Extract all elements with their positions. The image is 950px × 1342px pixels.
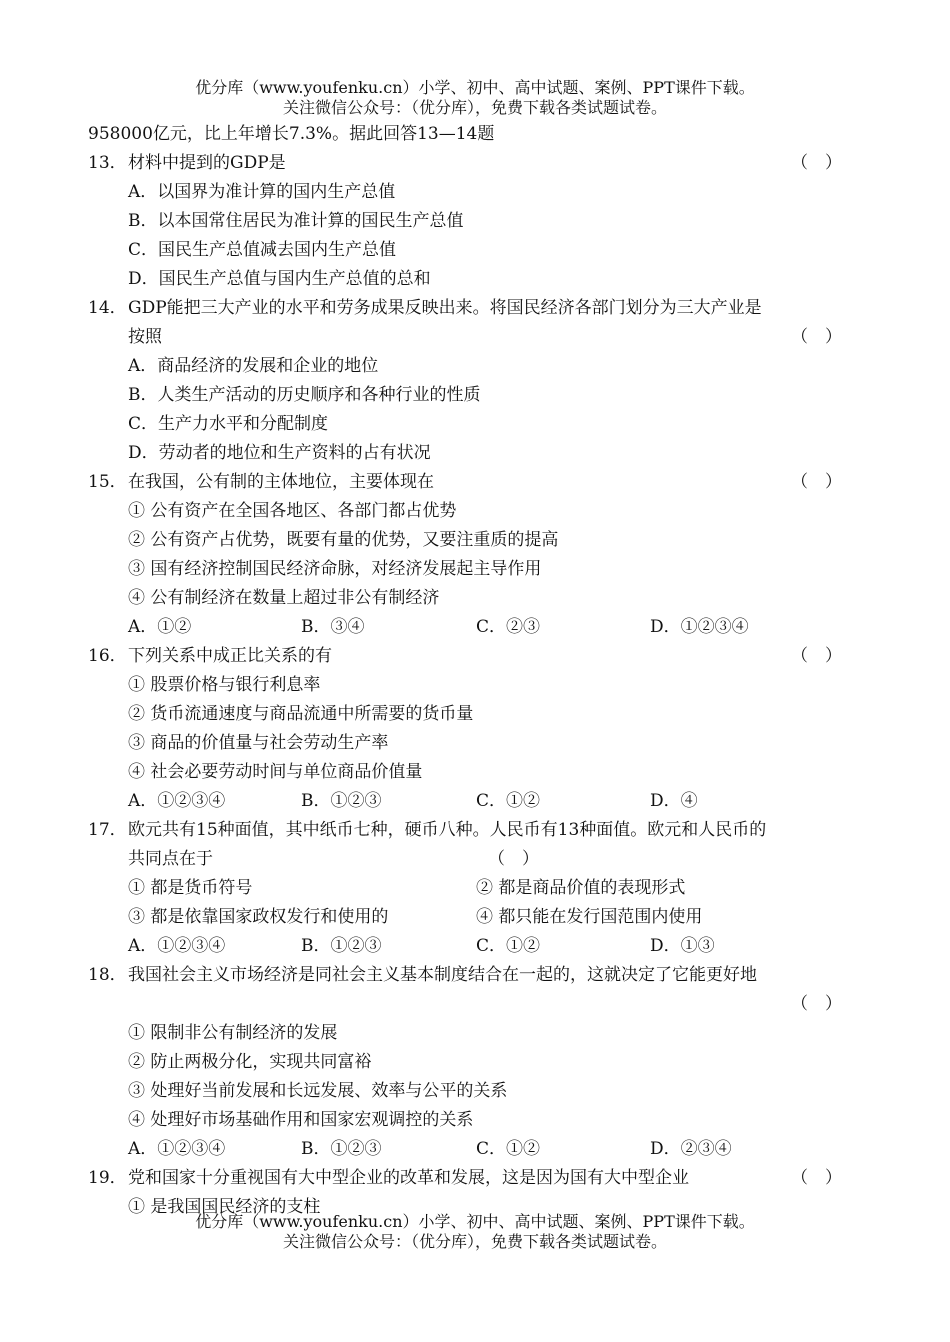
question-16-item-3: ③ 商品的价值量与社会劳动生产率: [128, 733, 389, 753]
question-15-item-3: ③ 国有经济控制国民经济命脉，对经济发展起主导作用: [128, 559, 542, 579]
question-14-text-cont: 按照: [128, 327, 162, 347]
question-15-item-1: ① 公有资产在全国各地区、各部门都占优势: [128, 501, 457, 521]
question-15-options: [88, 613, 868, 642]
question-16-item-1: ① 股票价格与银行利息率: [128, 675, 321, 695]
answer-blank: （ ）: [791, 472, 842, 492]
question-16-text: 下列关系中成正比关系的有: [128, 646, 332, 666]
question-18-item-1: ① 限制非公有制经济的发展: [128, 1023, 338, 1043]
question-18-option-c: C．①②: [476, 1139, 541, 1159]
question-14-text: GDP能把三大产业的水平和劳务成果反映出来。将国民经济各部门划分为三大产业是: [128, 298, 762, 318]
answer-blank: （ ）: [791, 153, 842, 173]
question-15-number: 15．: [88, 472, 127, 492]
question-13-option-c: C．国民生产总值减去国内生产总值: [128, 240, 397, 260]
question-16-option-a: A．①②③④: [128, 791, 226, 811]
answer-blank: （ ）: [791, 327, 842, 347]
question-18-blank-row: [88, 990, 868, 1019]
question-15-option-c: C．②③: [476, 617, 541, 637]
question-16-stem: [88, 642, 868, 671]
question-17-option-b: B．①②③: [301, 936, 382, 956]
question-17-stem-cont: [88, 845, 868, 874]
question-13-number: 13．: [88, 153, 127, 173]
question-15-item-2: ② 公有资产占优势，既要有量的优势，又要注重质的提高: [128, 530, 559, 550]
question-15-text: 在我国，公有制的主体地位，主要体现在: [128, 472, 434, 492]
answer-blank: （ ）: [791, 994, 842, 1014]
question-14-stem: [88, 294, 868, 323]
question-13-option-b: B．以本国常住居民为准计算的国民生产总值: [128, 211, 464, 231]
question-13-option-a: A．以国界为准计算的国内生产总值: [128, 182, 396, 202]
question-14-stem-cont: [88, 323, 868, 352]
question-17-items-row-2: [88, 903, 868, 932]
page-header: [0, 78, 950, 118]
question-19-number: 19．: [88, 1168, 127, 1188]
question-14-option-c: C．生产力水平和分配制度: [128, 414, 329, 434]
question-18-option-a: A．①②③④: [128, 1139, 226, 1159]
question-16-item-4: ④ 社会必要劳动时间与单位商品价值量: [128, 762, 423, 782]
question-18-stem: [88, 961, 868, 990]
question-17-text: 欧元共有15种面值，其中纸币七种，硬币八种。人民币有13种面值。欧元和人民币的: [128, 820, 767, 840]
footer-line-2: 关注微信公众号：（优分库），免费下载各类试题试卷。: [282, 1232, 667, 1251]
question-19-stem: [88, 1164, 868, 1193]
question-18-item-4: ④ 处理好市场基础作用和国家宏观调控的关系: [128, 1110, 474, 1130]
question-19-text: 党和国家十分重视国有大中型企业的改革和发展，这是因为国有大中型企业: [128, 1168, 689, 1188]
question-17-items-row-1: [88, 874, 868, 903]
question-16-options: [88, 787, 868, 816]
question-16-option-d: D．④: [650, 791, 698, 811]
question-15-stem: [88, 468, 868, 497]
question-16-item-2: ② 货币流通速度与商品流通中所需要的货币量: [128, 704, 474, 724]
question-17-text-cont: 共同点在于: [128, 849, 213, 869]
question-13-text: 材料中提到的GDP是: [128, 153, 286, 173]
question-17-item-3: ③ 都是依靠国家政权发行和使用的: [128, 907, 389, 927]
question-17-option-a: A．①②③④: [128, 936, 226, 956]
question-14-number: 14．: [88, 298, 127, 318]
question-13-stem: [88, 149, 868, 178]
question-17-option-d: D．①③: [650, 936, 715, 956]
question-17-item-2: ② 都是商品价值的表现形式: [476, 878, 686, 898]
question-15-option-d: D．①②③④: [650, 617, 749, 637]
question-13-option-d: D．国民生产总值与国内生产总值的总和: [128, 269, 431, 289]
question-16-option-b: B．①②③: [301, 791, 382, 811]
footer-line-1: 优分库（www.youfenku.cn）小学、初中、高中试题、案例、PPT课件下载。: [195, 1212, 755, 1231]
question-18-number: 18．: [88, 965, 127, 985]
question-19-item-1: ① 是我国国民经济的支柱: [128, 1197, 321, 1217]
question-18-options: [88, 1135, 868, 1164]
question-14-option-b: B．人类生产活动的历史顺序和各种行业的性质: [128, 385, 481, 405]
question-17-stem: [88, 816, 868, 845]
question-14-option-a: A．商品经济的发展和企业的地位: [128, 356, 379, 376]
question-18-item-2: ② 防止两极分化，实现共同富裕: [128, 1052, 372, 1072]
question-17-item-4: ④ 都只能在发行国范围内使用: [476, 907, 703, 927]
answer-blank: （ ）: [791, 646, 842, 666]
answer-blank: （ ）: [488, 849, 539, 869]
question-17-option-c: C．①②: [476, 936, 541, 956]
question-18-option-d: D．②③④: [650, 1139, 732, 1159]
question-14-option-d: D．劳动者的地位和生产资料的占有状况: [128, 443, 431, 463]
header-line-2: 关注微信公众号：（优分库），免费下载各类试题试卷。: [282, 98, 667, 117]
exam-content: [88, 120, 868, 1222]
question-16-option-c: C．①②: [476, 791, 541, 811]
answer-blank: （ ）: [791, 1168, 842, 1188]
question-18-option-b: B．①②③: [301, 1139, 382, 1159]
question-15-option-a: A．①②: [128, 617, 192, 637]
question-18-item-3: ③ 处理好当前发展和长远发展、效率与公平的关系: [128, 1081, 508, 1101]
question-16-number: 16．: [88, 646, 127, 666]
question-18-text: 我国社会主义市场经济是同社会主义基本制度结合在一起的，这就决定了它能更好地: [128, 965, 757, 985]
header-line-1: 优分库（www.youfenku.cn）小学、初中、高中试题、案例、PPT课件下载。: [195, 78, 755, 97]
question-15-option-b: B．③④: [301, 617, 365, 637]
question-15-item-4: ④ 公有制经济在数量上超过非公有制经济: [128, 588, 440, 608]
question-17-options: [88, 932, 868, 961]
page-footer: [0, 1212, 950, 1252]
question-17-number: 17．: [88, 820, 127, 840]
question-17-item-1: ① 都是货币符号: [128, 878, 253, 898]
intro-text: 958000亿元，比上年增长7.3%。据此回答13—14题: [88, 124, 495, 144]
